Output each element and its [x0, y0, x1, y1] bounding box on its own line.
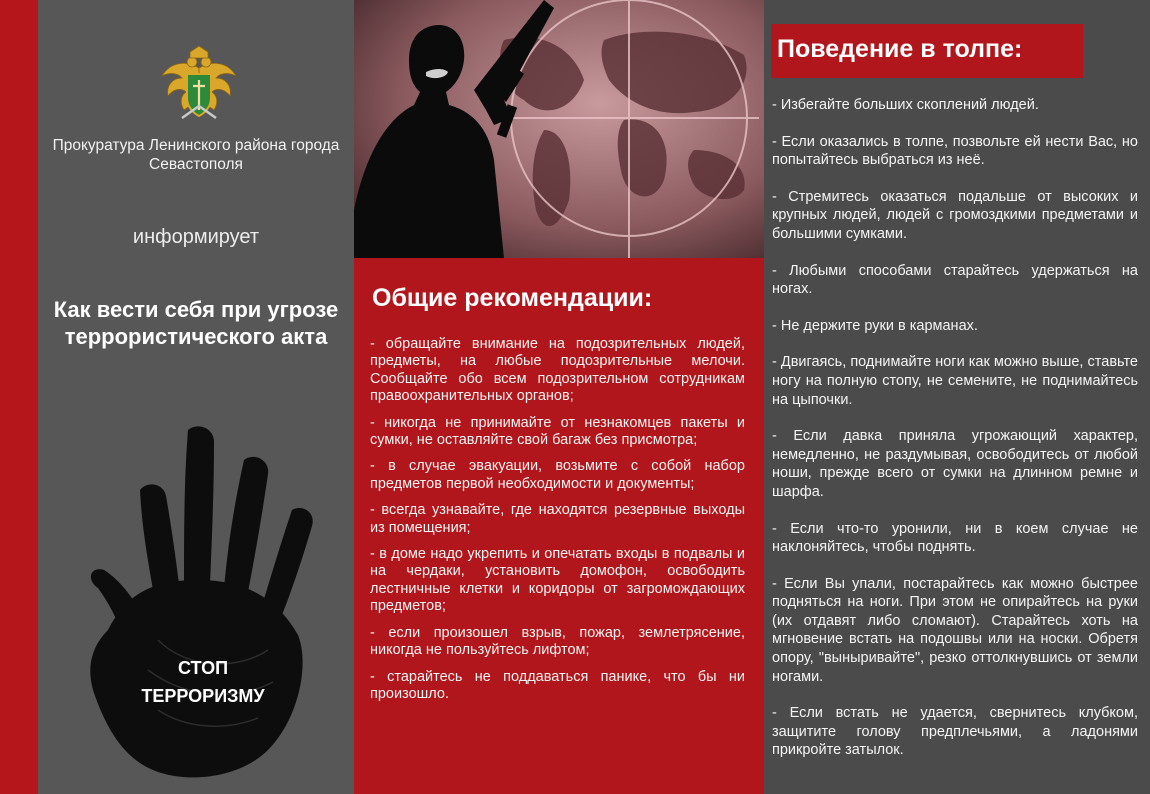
left-red-stripe [0, 0, 38, 794]
crowd-behavior-list [772, 96, 1138, 778]
general-recommendations-heading: Общие рекомендации: [372, 284, 653, 312]
prosecutor-emblem-icon [156, 42, 242, 128]
general-recommendations-list [370, 336, 745, 712]
list-item: - Любыми способами старайтесь удержаться на ногах. [772, 262, 1138, 298]
stop-terrorism-label [88, 654, 318, 710]
list-item: - всегда узнавайте, где находятся резервные выходы из помещения; [370, 502, 745, 536]
crowd-behavior-heading-box [771, 24, 1083, 78]
list-item: - Не держите руки в карманах. [772, 317, 978, 334]
list-item: - обращайте внимание на подозрительных людей, предметы, на любые подозрительные мелочи. Сообщайте обо всем подозрительном сотрудникам правоохранительных органов; [370, 336, 745, 405]
stop-label-line1: СТОП [177, 658, 229, 678]
terrorist-silhouette-photo [354, 0, 764, 258]
list-item: - Если что-то уронили, ни в коем случае не наклоняйтесь, чтобы поднять. [772, 520, 1138, 556]
right-panel [764, 0, 1150, 794]
list-item: - Если давка приняла угрожающий характер, немедленно, не раздумывая, освободитесь от любой ноши, прежде всего от сумки на длинном ремне и шарфа. [772, 428, 1138, 500]
list-item: - в случае эвакуации, возьмите с собой набор предметов первой необходимости и документы; [370, 458, 745, 492]
stop-label-line2: ТЕРРОРИЗМУ [141, 686, 265, 706]
crowd-behavior-heading: Поведение в толпе: [777, 35, 1023, 63]
list-item: - Если оказались в толпе, позвольте ей нести Вас, но попытайтесь выбраться из неё. [772, 133, 1138, 169]
list-item: - Избегайте больших скоплений людей. [772, 97, 1039, 113]
list-item: - никогда не принимайте от незнакомцев пакеты и сумки, не оставляйте свой багаж без присмотра; [370, 414, 745, 449]
center-panel [354, 0, 764, 794]
list-item: - если произошел взрыв, пожар, землетрясение, никогда не пользуйтесь лифтом; [370, 624, 745, 659]
leaflet-title: Как вести себя при угрозе террористического акта [53, 297, 339, 349]
list-item: - в доме надо укрепить и опечатать входы в подвалы и на чердаки, установить домофон, освободить лестничные клетки и коридоры от загромождающих предметов; [370, 546, 745, 615]
informs-label: информирует [132, 226, 260, 248]
list-item: - старайтесь не поддаваться панике, что бы ни произошло. [370, 668, 745, 702]
left-panel [38, 0, 354, 794]
list-item: - Стремитесь оказаться подальше от высоких и крупных людей, людей с громоздкими предметами и большими сумками. [772, 188, 1138, 242]
black-hand-print-icon [48, 420, 348, 792]
organization-name: Прокуратура Ленинского района города Севастополя [52, 137, 340, 173]
list-item: - Если Вы упали, постарайтесь как можно быстрее подняться на ноги. При этом не опирайтесь на руки (их отдавят либо сломают). Старайтесь хоть на мгновение встать на подошвы или на носки. Обретя опору, "выныривайте", резко оттолкнувшись от земли ногами. [772, 575, 1138, 685]
list-item: - Если встать не удается, свернитесь клубком, защитите голову предплечьями, а ладонями прикройте затылок. [772, 705, 1138, 759]
list-item: - Двигаясь, поднимайте ноги как можно выше, ставьте ногу на полную стопу, не семените, не поднимайтесь на цыпочки. [772, 354, 1138, 408]
